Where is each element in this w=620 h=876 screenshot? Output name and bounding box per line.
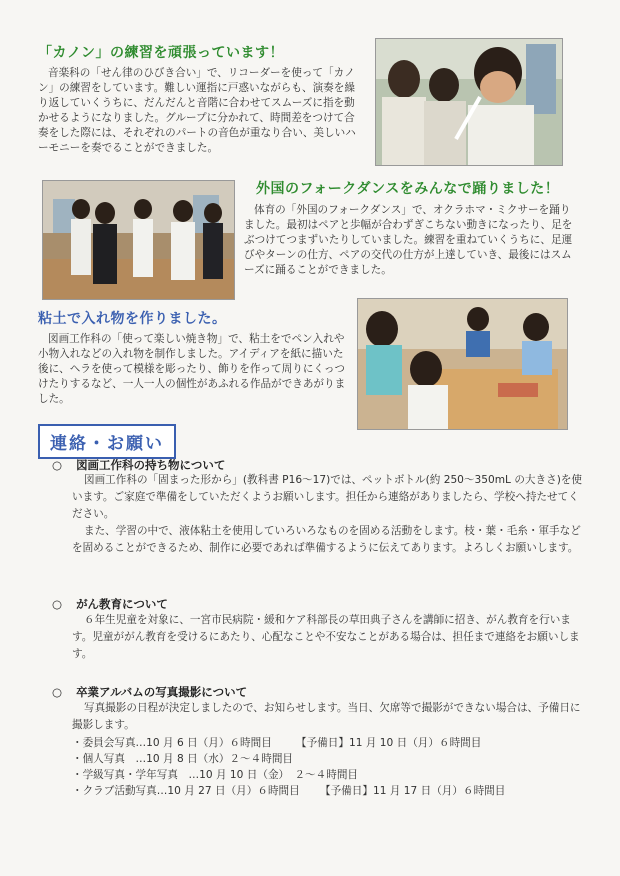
photo-folk-dance xyxy=(42,180,235,300)
section-body-canon: 音楽科の「せん律のひびき合い」で、リコーダーを使って「カノン」の練習をしています。難しい運指に戸惑いながらも、演奏を繰り返していくうちに、だんだんと音階に合わせてスムーズに指を動かせるようになりました。グループに分かれて、時間差をつけて合奏をした際には、それぞれのパートの音色が重なり合い、美しいハーモニーを奏でることができました。 xyxy=(38,67,356,154)
notice-title-art-supplies: 図画工作科の持ち物について xyxy=(76,458,226,472)
notice-body-album-photos: 写真撮影の日程が決定しましたので、お知らせします。当日、欠席等で撮影ができない場合は、予備日に撮影します。 xyxy=(72,702,581,731)
schedule-row xyxy=(72,767,592,783)
schedule-item: ・学級写真・学年写真 …10 月 10 日（金） ２～４時間目 xyxy=(72,769,359,781)
notice-title-cancer-education: がん教育について xyxy=(76,597,168,611)
notice-item-album-photos xyxy=(52,684,247,700)
schedule-item: ・クラブ活動写真…10 月 27 日（月）６時間目 xyxy=(72,785,300,797)
notice-body-art-supplies-2: また、学習の中で、液体粘土を使用していろいろなものを固める活動をします。枝・葉・毛糸・軍手などを固めることができるため、制作に必要であれば準備するように伝えてあります。よろしくお願いします。 xyxy=(72,525,581,554)
bullet-circle: ○ xyxy=(52,458,63,472)
schedule-spare: 【予備日】11 月 10 日（月）６時間目 xyxy=(296,737,482,749)
bullet-circle: ○ xyxy=(52,685,63,699)
section-body-clay: 図画工作科の「使って楽しい焼き物」で、粘土をでペン入れや小物入れなどの入れ物を制作しました。アイディアを紙に描いた後に、ヘラを使って模様を彫ったり、飾りを作って周りにくっつけたりするなど、一人一人の個性があふれる作品ができあがりました。 xyxy=(38,333,346,405)
notice-body-art-supplies-1: 図画工作科の「固まった形から」(教科書 P16～17)では、ペットボトル(約 250～350mL の大きさ)を使います。ご家庭で準備をしていただくようお願いします。担任から連絡がありましたら、学校へ持たせてください。 xyxy=(72,474,583,520)
notice-heading: 連絡・お願い xyxy=(38,424,176,459)
section-title-folk-dance: 外国のフォークダンスをみんなで踊りました！ xyxy=(256,181,560,197)
photo-recorder-practice xyxy=(375,38,563,166)
schedule-spare: 【予備日】11 月 17 日（月）６時間目 xyxy=(320,785,506,797)
section-body-folk-dance: 体育の「外国のフォークダンス」で、オクラホマ・ミクサーを踊りました。最初はペアと歩幅が合わずぎこちない動きになったり、足をぶつけてつまずいたりしていました。練習を重ねていくうちに、足運びやターンの仕方、ペアの交代の仕方が上達していき、最後にはスムーズに踊ることができました。 xyxy=(244,204,573,276)
schedule-row xyxy=(72,751,592,767)
bullet-circle: ○ xyxy=(52,597,63,611)
notice-item-art-supplies xyxy=(52,457,225,473)
section-title-canon: 「カノン」の練習を頑張っています！ xyxy=(38,45,284,61)
schedule-item: ・個人写真 …10 月 8 日（水）２～４時間目 xyxy=(72,753,294,765)
notice-title-album-photos: 卒業アルバムの写真撮影について xyxy=(76,685,248,699)
section-title-clay: 粘土で入れ物を作りました。 xyxy=(38,311,227,327)
schedule-row xyxy=(72,735,592,751)
notice-item-cancer-education xyxy=(52,596,168,612)
schedule-row xyxy=(72,783,592,799)
schedule-item: ・委員会写真…10 月 6 日（月）６時間目 xyxy=(72,737,272,749)
photo-clay-crafts xyxy=(357,298,568,430)
notice-body-cancer-education: ６年生児童を対象に、一宮市民病院・緩和ケア科部長の草田典子さんを講師に招き、がん教育を行います。児童ががん教育を受けるにあたり、心配なことや不安なことがある場合は、担任まで連絡をお願いします。 xyxy=(72,614,580,660)
schedule-list xyxy=(72,735,592,799)
